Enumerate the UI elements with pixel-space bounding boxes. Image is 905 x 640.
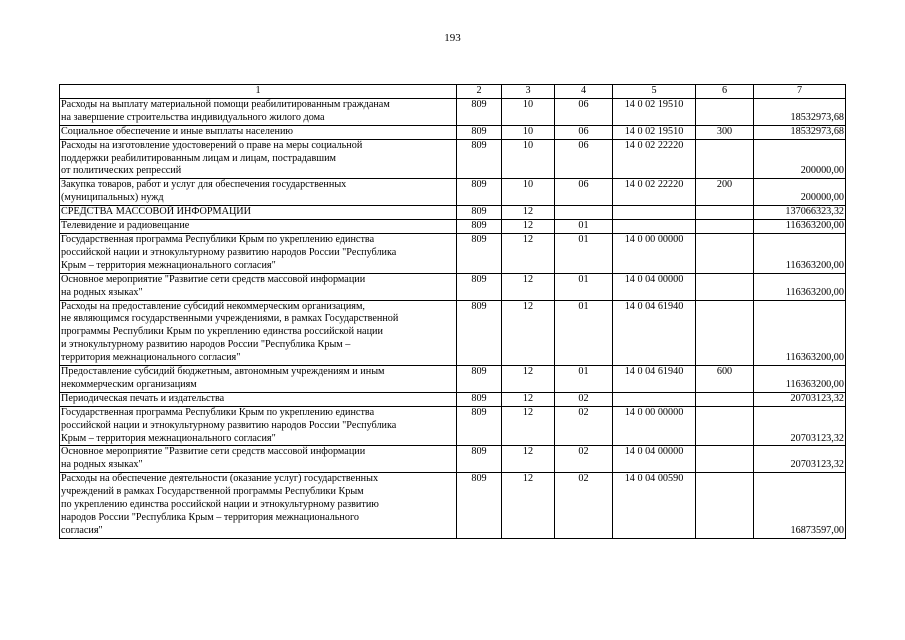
row-gr-cell: 809 — [457, 206, 502, 220]
row-name-cell: Периодическая печать и издательства — [60, 392, 457, 406]
row-vr-cell — [696, 473, 754, 539]
row-gr-cell: 809 — [457, 366, 502, 393]
row-vr-cell — [696, 446, 754, 473]
row-sum-cell: 137066323,32 — [754, 206, 846, 220]
row-gr-cell: 809 — [457, 233, 502, 273]
row-sum-cell: 20703123,32 — [754, 392, 846, 406]
row-csr-cell: 14 0 04 61940 — [613, 366, 696, 393]
table-header-row — [60, 85, 846, 99]
table-row — [60, 139, 846, 179]
row-name-cell: Расходы на выплату материальной помощи реабилитированным гражданам на завершение строительства индивидуального жилого дома — [60, 98, 457, 125]
row-pr-cell: 02 — [555, 473, 613, 539]
row-pr-cell: 01 — [555, 233, 613, 273]
row-sum-cell: 18532973,68 — [754, 125, 846, 139]
row-rz-cell: 12 — [502, 406, 555, 446]
row-gr-cell: 809 — [457, 300, 502, 366]
row-sum-cell: 20703123,32 — [754, 446, 846, 473]
header-cell: 4 — [555, 85, 613, 99]
row-vr-cell — [696, 300, 754, 366]
row-name-cell: Государственная программа Республики Крым по укреплению единства российской нации и этнокультурному развитию народов России "Республика Крым – территория межнационального согласия" — [60, 406, 457, 446]
row-vr-cell — [696, 206, 754, 220]
row-vr-cell: 200 — [696, 179, 754, 206]
row-name-cell: Расходы на предоставление субсидий некоммерческим организациям, не являющимся государственными учреждениями, в рамках Государственной программы Республики Крым по укреплению единства российской нации и этнокультурному развитию народов России "Республика Крым – территория межнационального согласия" — [60, 300, 457, 366]
page-number: 193 — [444, 32, 461, 44]
row-rz-cell: 12 — [502, 446, 555, 473]
row-name-cell: Расходы на изготовление удостоверений о праве на меры социальной поддержки реабилитированным лицам и лицам, пострадавшим от политических репрессий — [60, 139, 457, 179]
row-sum-cell: 116363200,00 — [754, 220, 846, 234]
row-sum-cell: 16873597,00 — [754, 473, 846, 539]
row-gr-cell: 809 — [457, 125, 502, 139]
row-pr-cell: 01 — [555, 273, 613, 300]
header-cell: 1 — [60, 85, 457, 99]
row-name-cell: СРЕДСТВА МАССОВОЙ ИНФОРМАЦИИ — [60, 206, 457, 220]
header-cell: 7 — [754, 85, 846, 99]
row-sum-cell: 18532973,68 — [754, 98, 846, 125]
table-row — [60, 366, 846, 393]
row-pr-cell: 06 — [555, 98, 613, 125]
row-pr-cell: 01 — [555, 300, 613, 366]
budget-table — [59, 84, 846, 539]
row-pr-cell: 02 — [555, 446, 613, 473]
row-vr-cell — [696, 233, 754, 273]
row-gr-cell: 809 — [457, 98, 502, 125]
table-row — [60, 125, 846, 139]
row-csr-cell — [613, 206, 696, 220]
row-vr-cell — [696, 406, 754, 446]
table-row — [60, 179, 846, 206]
row-csr-cell: 14 0 02 22220 — [613, 139, 696, 179]
row-csr-cell: 14 0 02 19510 — [613, 125, 696, 139]
row-rz-cell: 12 — [502, 273, 555, 300]
row-gr-cell: 809 — [457, 220, 502, 234]
row-csr-cell: 14 0 04 61940 — [613, 300, 696, 366]
row-csr-cell: 14 0 00 00000 — [613, 233, 696, 273]
row-gr-cell: 809 — [457, 392, 502, 406]
row-vr-cell — [696, 392, 754, 406]
row-csr-cell — [613, 392, 696, 406]
row-pr-cell: 01 — [555, 366, 613, 393]
row-rz-cell: 10 — [502, 125, 555, 139]
row-rz-cell: 10 — [502, 179, 555, 206]
header-cell: 2 — [457, 85, 502, 99]
row-name-cell: Основное мероприятие "Развитие сети средств массовой информации на родных языках" — [60, 273, 457, 300]
row-sum-cell: 200000,00 — [754, 139, 846, 179]
row-csr-cell — [613, 220, 696, 234]
row-vr-cell — [696, 220, 754, 234]
table-row — [60, 206, 846, 220]
row-name-cell: Основное мероприятие "Развитие сети средств массовой информации на родных языках" — [60, 446, 457, 473]
row-gr-cell: 809 — [457, 473, 502, 539]
row-name-cell: Расходы на обеспечение деятельности (оказание услуг) государственных учреждений в рамках Государственной программы Республики Крым по укреплению единства российской нации и этнокультурному развитию народов России "Республика Крым – территория межнационального согласия" — [60, 473, 457, 539]
row-name-cell: Предоставление субсидий бюджетным, автономным учреждениям и иным некоммерческим организациям — [60, 366, 457, 393]
row-vr-cell — [696, 98, 754, 125]
row-pr-cell: 06 — [555, 139, 613, 179]
row-rz-cell: 12 — [502, 233, 555, 273]
row-csr-cell: 14 0 04 00000 — [613, 273, 696, 300]
table-row — [60, 392, 846, 406]
row-pr-cell: 06 — [555, 125, 613, 139]
row-csr-cell: 14 0 02 19510 — [613, 98, 696, 125]
table-row — [60, 473, 846, 539]
row-name-cell: Телевидение и радиовещание — [60, 220, 457, 234]
row-name-cell: Социальное обеспечение и иные выплаты населению — [60, 125, 457, 139]
row-sum-cell: 200000,00 — [754, 179, 846, 206]
row-vr-cell — [696, 139, 754, 179]
table-row — [60, 300, 846, 366]
table-row — [60, 446, 846, 473]
row-pr-cell: 06 — [555, 179, 613, 206]
table-row — [60, 233, 846, 273]
row-rz-cell: 12 — [502, 392, 555, 406]
row-vr-cell: 300 — [696, 125, 754, 139]
row-pr-cell: 01 — [555, 220, 613, 234]
row-csr-cell: 14 0 02 22220 — [613, 179, 696, 206]
row-pr-cell: 02 — [555, 406, 613, 446]
row-vr-cell — [696, 273, 754, 300]
header-cell: 5 — [613, 85, 696, 99]
row-rz-cell: 12 — [502, 206, 555, 220]
row-rz-cell: 12 — [502, 366, 555, 393]
row-gr-cell: 809 — [457, 139, 502, 179]
row-sum-cell: 20703123,32 — [754, 406, 846, 446]
row-name-cell: Государственная программа Республики Крым по укреплению единства российской нации и этнокультурному развитию народов России "Республика Крым – территория межнационального согласия" — [60, 233, 457, 273]
row-rz-cell: 10 — [502, 98, 555, 125]
row-sum-cell: 116363200,00 — [754, 233, 846, 273]
row-rz-cell: 12 — [502, 220, 555, 234]
row-csr-cell: 14 0 04 00000 — [613, 446, 696, 473]
row-gr-cell: 809 — [457, 179, 502, 206]
row-pr-cell — [555, 206, 613, 220]
row-sum-cell: 116363200,00 — [754, 273, 846, 300]
row-name-cell: Закупка товаров, работ и услуг для обеспечения государственных (муниципальных) нужд — [60, 179, 457, 206]
header-cell: 3 — [502, 85, 555, 99]
row-csr-cell: 14 0 00 00000 — [613, 406, 696, 446]
table-row — [60, 406, 846, 446]
row-gr-cell: 809 — [457, 446, 502, 473]
table-row — [60, 273, 846, 300]
row-csr-cell: 14 0 04 00590 — [613, 473, 696, 539]
header-cell: 6 — [696, 85, 754, 99]
row-sum-cell: 116363200,00 — [754, 366, 846, 393]
table-row — [60, 98, 846, 125]
row-gr-cell: 809 — [457, 406, 502, 446]
row-gr-cell: 809 — [457, 273, 502, 300]
table-row — [60, 220, 846, 234]
row-pr-cell: 02 — [555, 392, 613, 406]
row-sum-cell: 116363200,00 — [754, 300, 846, 366]
row-vr-cell: 600 — [696, 366, 754, 393]
row-rz-cell: 10 — [502, 139, 555, 179]
row-rz-cell: 12 — [502, 300, 555, 366]
row-rz-cell: 12 — [502, 473, 555, 539]
